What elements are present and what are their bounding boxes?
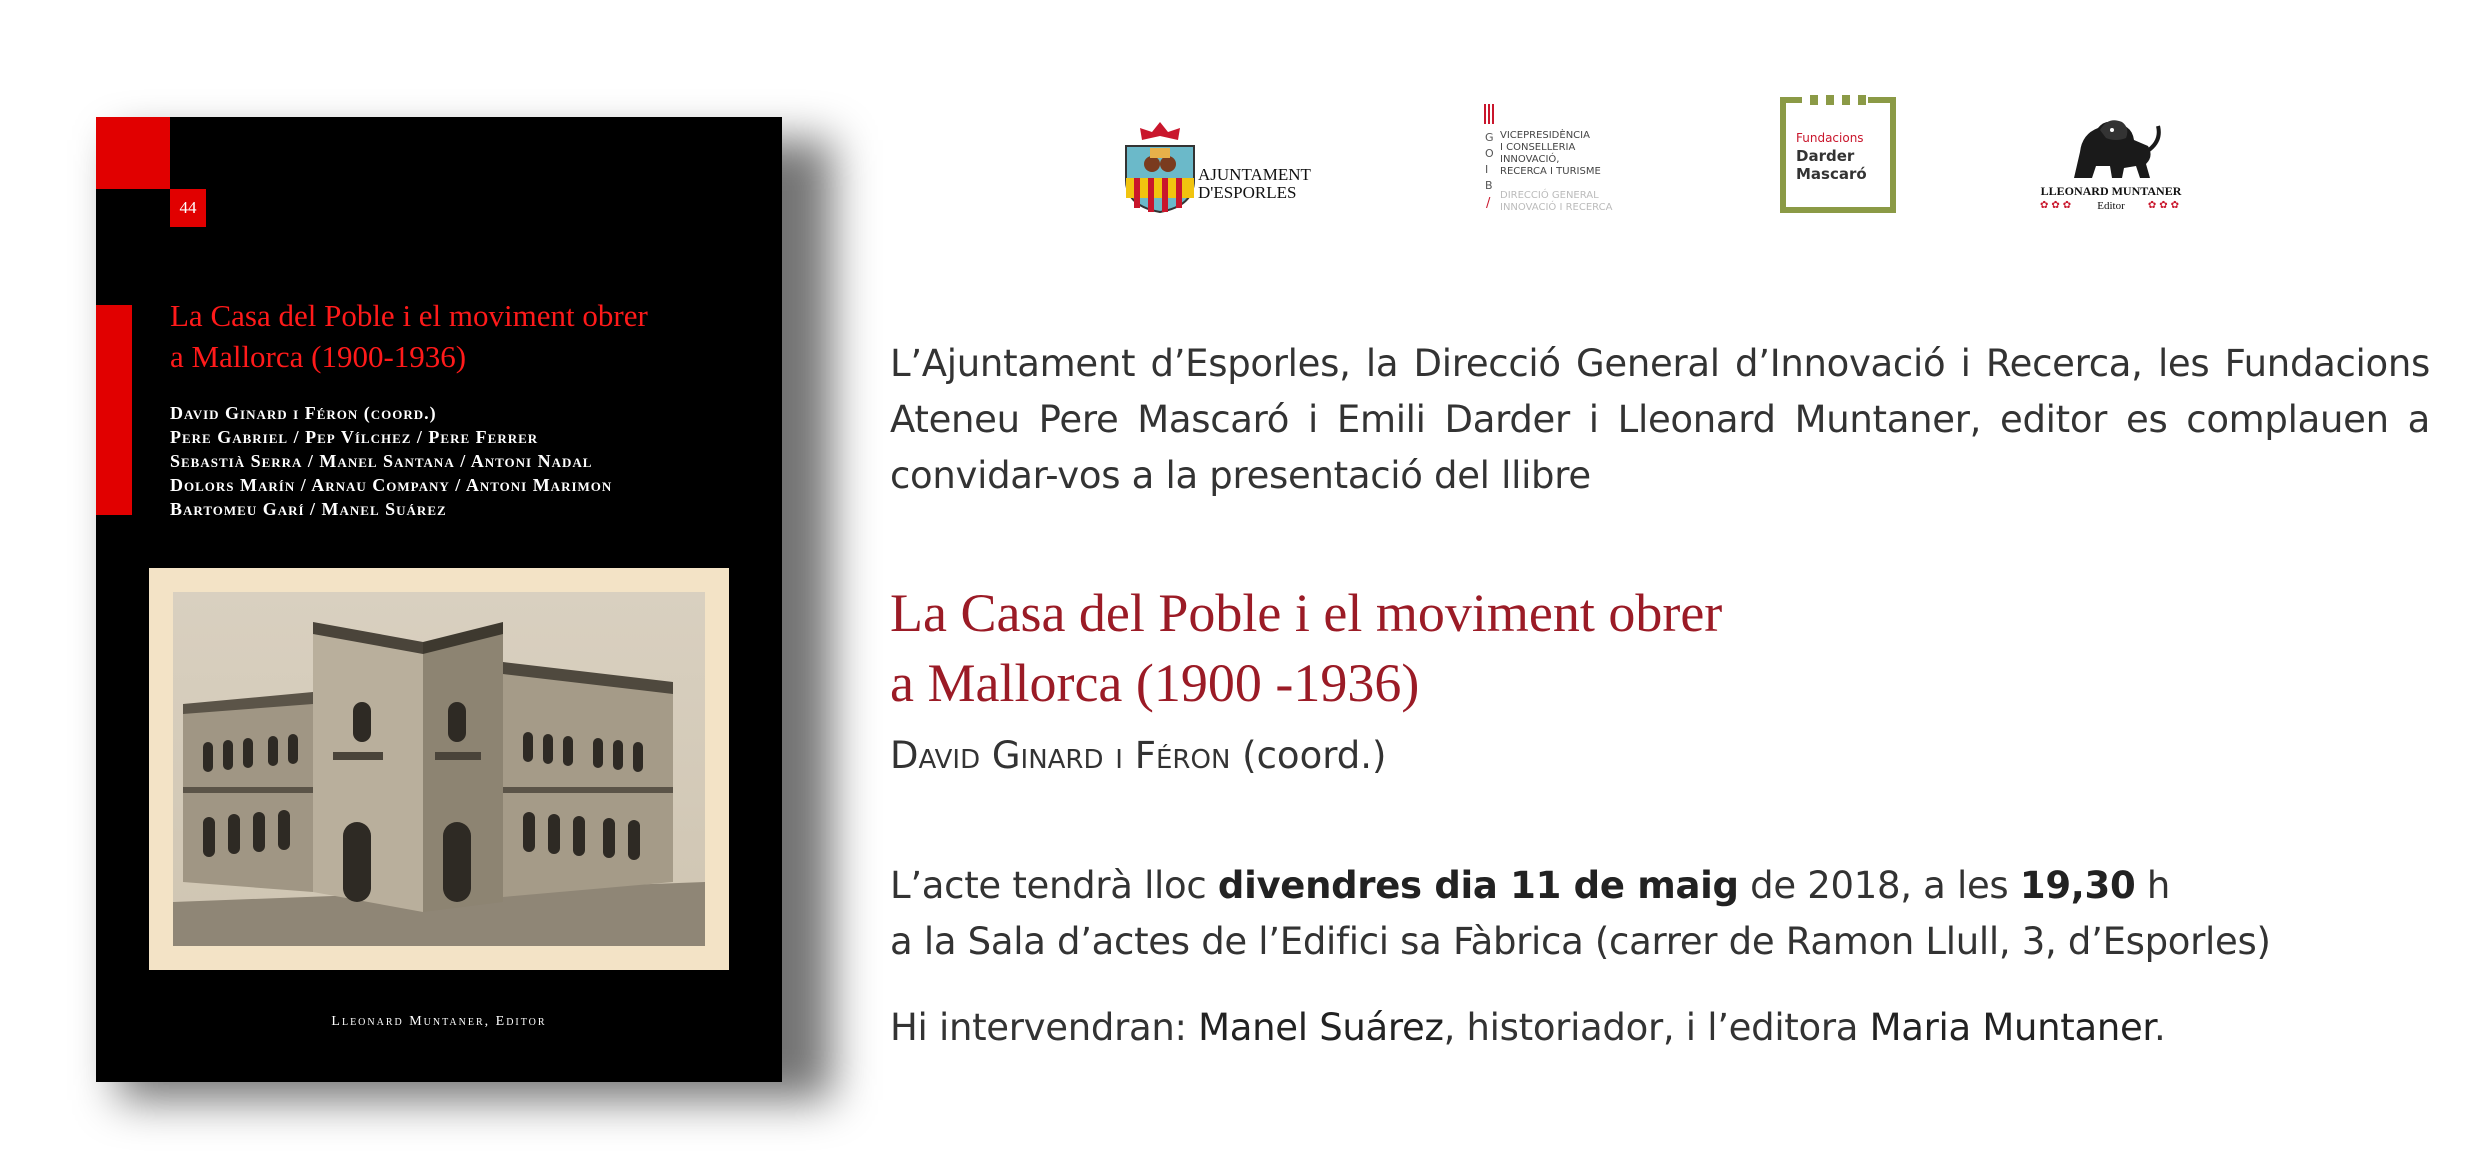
book-title: La Casa del Poble i el moviment obrer a Mallorca (1900 -1936)	[890, 583, 1723, 713]
cover-publisher: Lleonard Muntaner, Editor	[331, 1014, 547, 1029]
muntaner-editor: Editor	[2097, 200, 2125, 212]
goib-department: VICEPRESIDÈNCIA I CONSELLERIA INNOVACIÓ, RECERCA I TURISME	[1500, 130, 1601, 177]
cover-red-block	[96, 117, 170, 189]
author-line: Sebastià Serra / Manel Santana / Antoni Nadal	[170, 451, 593, 471]
ornament-icon: ✿✿✿	[2040, 200, 2075, 211]
speaker-name: Maria Muntaner	[1869, 1006, 2154, 1049]
ajuntament-esporles-logo	[1120, 118, 1340, 218]
goib-letters	[1485, 130, 1495, 194]
coordinator-role: (coord.)	[1242, 734, 1387, 777]
author-line: Pere Gabriel / Pep Vílchez / Pere Ferrer	[170, 427, 539, 447]
goib-letter: O	[1485, 147, 1494, 160]
book-coordinator	[890, 734, 1386, 777]
speaker-name: Manel Suárez	[1198, 1006, 1444, 1049]
building-photo	[173, 592, 705, 946]
speakers-text: , historiador, i l’editora	[1443, 1006, 1870, 1049]
speakers-text: .	[2153, 1006, 2166, 1049]
invitation-intro: L’Ajuntament d’Esporles, la Direcció General d’Innovació i Recerca, les Fundacions Ateneu Pere Mascaró i Emili Darder i Lleonard Muntaner, editor es complauen a convidar-vos a la presentació del llibre	[890, 342, 2430, 497]
speakers-line	[890, 1000, 2450, 1056]
goib-logo	[1478, 102, 1678, 220]
cover-authors	[170, 401, 770, 521]
darder-name: Darder Mascaró	[1796, 147, 1867, 183]
ajuntament-name: AJUNTAMENT D'ESPORLES	[1198, 165, 1311, 202]
event-when	[890, 858, 2450, 914]
cover-photo-frame	[149, 568, 729, 970]
speakers-text: Hi intervendran:	[890, 1006, 1199, 1049]
cover-red-stripe	[96, 305, 132, 515]
event-where: a la Sala d’actes de l’Edifici sa Fàbrica (carrer de Ramon Llull, 3, d’Esporles)	[890, 920, 2271, 963]
author-line: David Ginard i Féron (coord.)	[170, 403, 437, 423]
event-details	[890, 858, 2450, 970]
fundacions-darder-mascaro-logo	[1780, 97, 1896, 213]
goib-flag-icon	[1484, 104, 1496, 124]
coordinator-name: David Ginard i Féron	[890, 734, 1231, 777]
coat-of-arms-icon	[1120, 118, 1200, 214]
lion-icon	[2036, 112, 2186, 184]
goib-letter: B	[1485, 179, 1493, 192]
goib-letter: I	[1485, 163, 1489, 176]
cover-title: La Casa del Poble i el moviment obrer a Mallorca (1900-1936)	[170, 298, 648, 374]
event-date: divendres dia 11 de maig	[1217, 864, 1739, 907]
darder-subtitle: Fundacions	[1796, 131, 1864, 145]
book-cover	[96, 117, 782, 1082]
collection-number: 44	[170, 189, 206, 227]
muntaner-name: LLEONARD MUNTANER	[2040, 184, 2182, 198]
ornament-icon: ✿✿✿	[2147, 200, 2182, 211]
author-line: Bartomeu Garí / Manel Suárez	[170, 499, 447, 519]
event-text: h	[2135, 864, 2171, 907]
goib-letter: G	[1485, 131, 1494, 144]
event-time: 19,30	[2019, 864, 2136, 907]
darder-frame-notch	[1802, 95, 1868, 105]
goib-direction: DIRECCIÓ GENERAL INNOVACIÓ I RECERCA	[1500, 190, 1613, 213]
event-text: L’acte tendrà lloc	[890, 864, 1218, 907]
author-line: Dolors Marín / Arnau Company / Antoni Marimon	[170, 475, 613, 495]
goib-slash-icon: /	[1486, 196, 1491, 211]
lleonard-muntaner-logo	[2036, 112, 2186, 218]
event-text: de 2018, a les	[1738, 864, 2020, 907]
